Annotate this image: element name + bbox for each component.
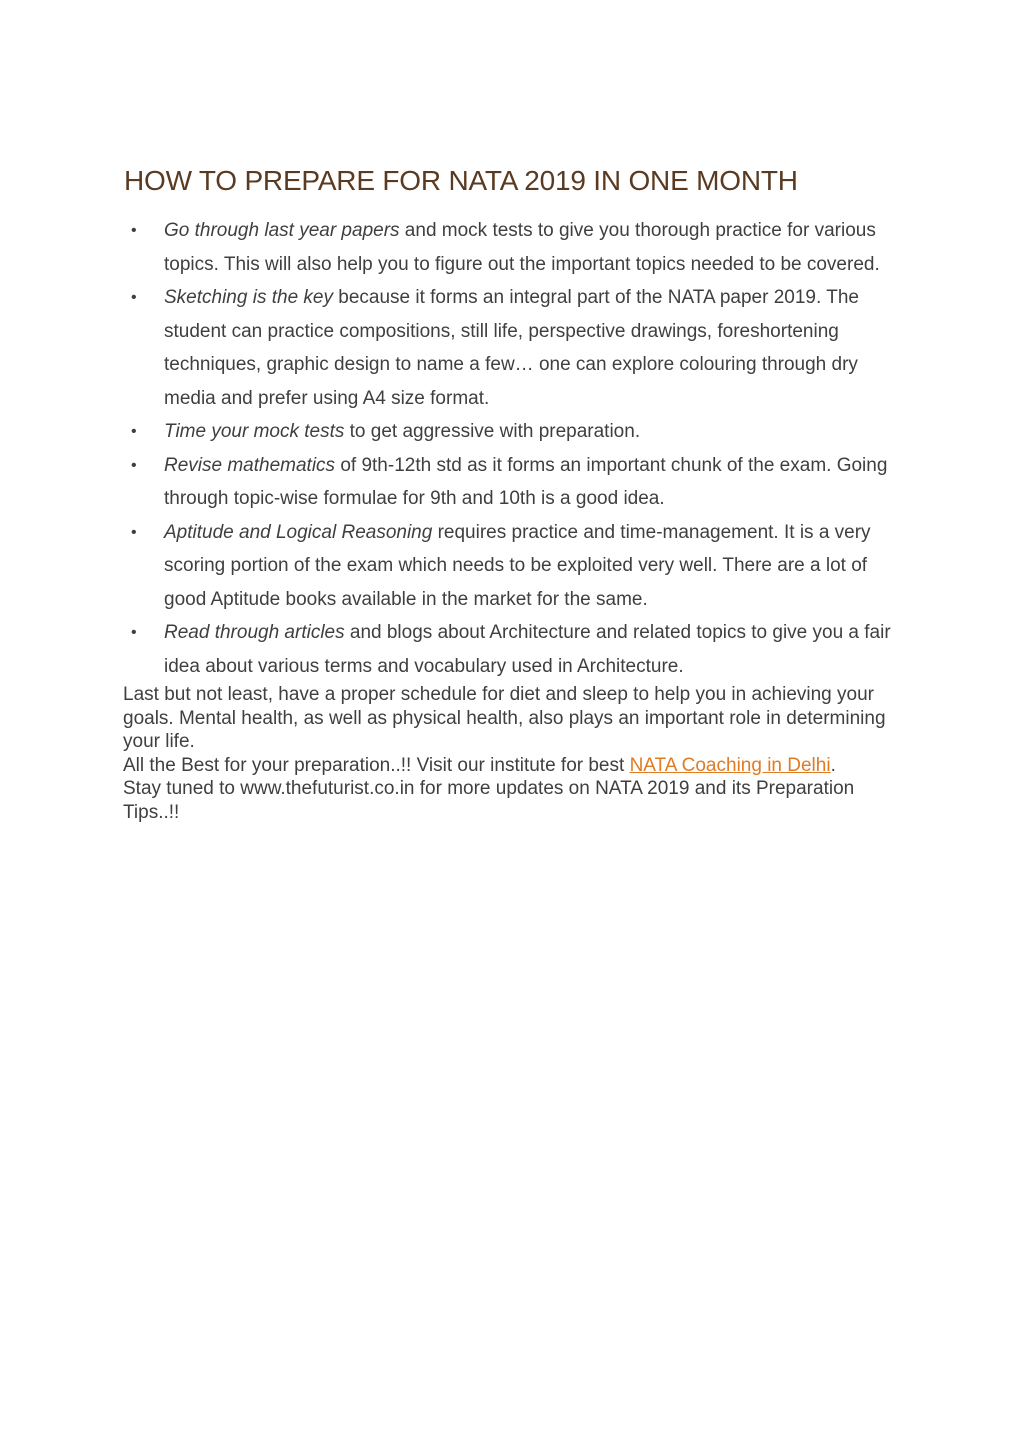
tip-item (124, 616, 914, 683)
tip-emphasis: Go through last year papers (164, 220, 400, 241)
nata-coaching-link[interactable]: NATA Coaching in Delhi (629, 754, 831, 776)
tip-item (124, 214, 914, 281)
bullet-icon: • (131, 624, 137, 641)
tip-text: and mock tests to give you thorough practice for various topics. This will also help you to figure out the important topics needed to be covered. (164, 220, 880, 275)
tip-item (124, 281, 914, 415)
closing-paragraph-health: Last but not least, have a proper schedule for diet and sleep to help you in achieving your goals. Mental health, as well as physical health, also plays an important role in determining your life. (123, 684, 886, 752)
tip-emphasis: Sketching is the key (164, 287, 333, 308)
tip-item (124, 415, 914, 449)
closing-paragraph-updates: Stay tuned to www.thefuturist.co.in for more updates on NATA 2019 and its Preparation Tips..!! (123, 778, 855, 823)
bullet-icon: • (131, 423, 137, 440)
page-title: HOW TO PREPARE FOR NATA 2019 IN ONE MONTH (124, 165, 798, 196)
tip-text: to get aggressive with preparation. (344, 421, 641, 442)
bullet-icon: • (131, 456, 137, 474)
tip-emphasis: Time your mock tests (164, 421, 345, 442)
tip-emphasis: Read through articles (164, 622, 345, 643)
tip-item (124, 516, 914, 617)
document-content (124, 160, 914, 824)
bullet-icon: • (131, 222, 137, 239)
tip-text: requires practice and time-management. It is a very scoring portion of the exam which needs to be exploited very well. There are a lot of good Aptitude books available in the market for the same. (164, 521, 871, 610)
closing-paragraph-wishes (123, 754, 914, 778)
wishes-text: All the Best for your preparation..!! Visit our institute for best (123, 754, 630, 776)
wishes-suffix: . (830, 754, 836, 776)
tip-text: and blogs about Architecture and related topics to give you a fair idea about various terms and vocabulary used in Architecture. (164, 622, 891, 677)
tip-item (124, 449, 914, 516)
tip-emphasis: Revise mathematics (164, 454, 336, 476)
tips-list (124, 214, 914, 683)
tip-emphasis: Aptitude and Logical Reasoning (164, 521, 433, 543)
tip-text: of 9th-12th std as it forms an important chunk of the exam. Going through topic-wise formulae for 9th and 10th is a good idea. (164, 454, 888, 509)
bullet-icon: • (131, 289, 137, 306)
tip-text: because it forms an integral part of the NATA paper 2019. The student can practice compositions, still life, perspective drawings, foreshortening techniques, graphic design to name a few… one can explore colouring through dry media and prefer using A4 size format. (164, 287, 859, 409)
bullet-icon: • (131, 523, 137, 541)
